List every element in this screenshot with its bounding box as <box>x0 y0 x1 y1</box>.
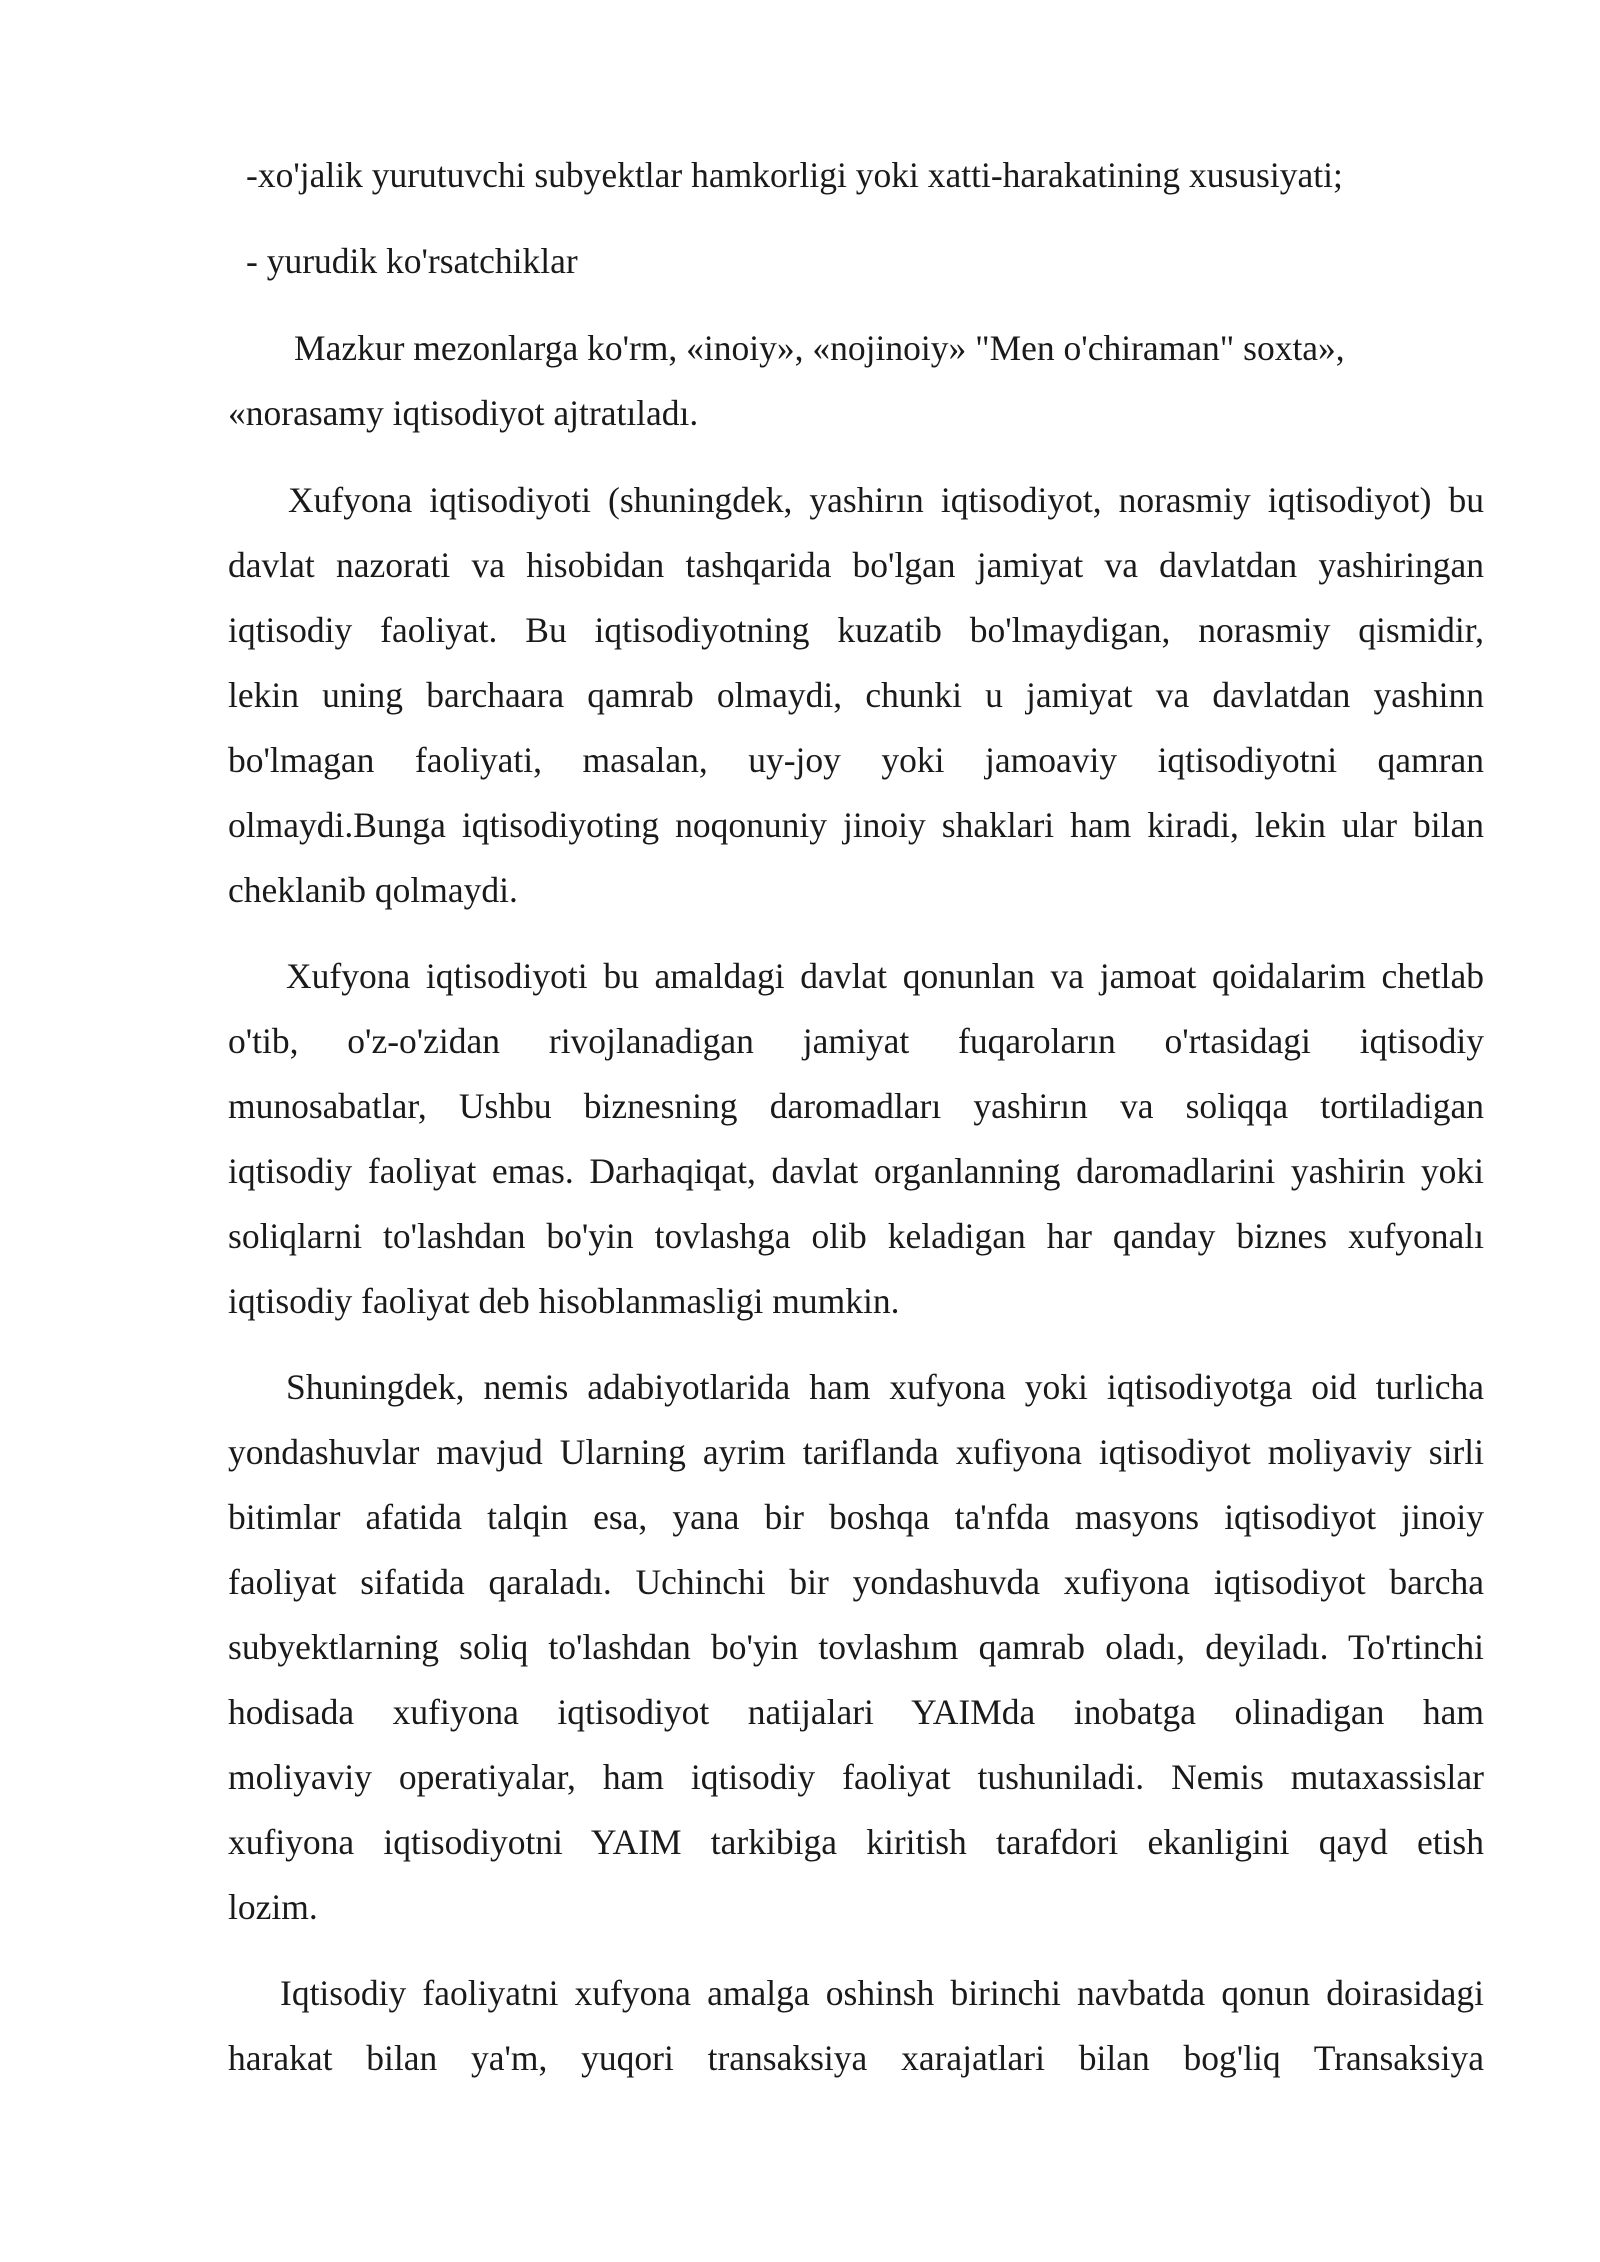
paragraph-4-line-4: faoliyat sifatida qaraladı. Uchinchi bir yondashuvda xufiyona iqtisodiyot barcha <box>228 1562 1484 1602</box>
paragraph-4-line-5: subyektlarning soliq to'lashdan bo'yin tovlashım qamrab oladı, deyiladı. To'rtinchi <box>228 1627 1484 1667</box>
paragraph-2-line-6: olmaydi.Bunga iqtisodiyoting noqonuniy jinoiy shaklari ham kiradi, lekin ular bilan <box>228 805 1484 845</box>
paragraph-4-line-6: hodisada xufiyona iqtisodiyot natijalari YAIMda inobatga olinadigan ham <box>228 1692 1484 1732</box>
paragraph-2-line-1: Xufyona iqtisodiyoti (shuningdek, yashirın iqtisodiyot, norasmiy iqtisodiyot) bu <box>288 480 1484 520</box>
paragraph-5-line-1: Iqtisodiy faoliyatni xufyona amalga oshinsh birinchi navbatda qonun doirasidagi <box>280 1973 1484 2013</box>
paragraph-3-line-5: soliqlarni to'lashdan bo'yin tovlashga olib keladigan har qanday biznes xufyonalı <box>228 1216 1484 1256</box>
list-item-2: - yurudik ko'rsatchiklar <box>246 241 578 281</box>
paragraph-4-line-3: bitimlar afatida talqin esa, yana bir boshqa ta'nfda masyons iqtisodiyot jinoiy <box>228 1497 1484 1537</box>
paragraph-1-line-1: Mazkur mezonlarga ko'rm, «inoiy», «nojinoiy» "Men o'chiraman" soxta», <box>294 328 1345 368</box>
paragraph-2-line-2: davlat nazorati va hisobidan tashqarida bo'lgan jamiyat va davlatdan yashiringan <box>228 545 1484 585</box>
paragraph-2-line-5: bo'lmagan faoliyati, masalan, uy-joy yoki jamoaviy iqtisodiyotni qamran <box>228 740 1484 780</box>
paragraph-1-line-2: «norasamy iqtisodiyot ajtratıladı. <box>228 393 699 433</box>
paragraph-4-line-7: moliyaviy operatiyalar, ham iqtisodiy faoliyat tushuniladi. Nemis mutaxassislar <box>228 1757 1484 1797</box>
paragraph-4-line-2: yondashuvlar mavjud Ularning ayrim tariflanda xufiyona iqtisodiyot moliyaviy sirli <box>228 1432 1484 1472</box>
paragraph-3-line-6: iqtisodiy faoliyat deb hisoblanmasligi mumkin. <box>228 1281 900 1321</box>
paragraph-4-line-9: lozim. <box>228 1887 318 1927</box>
paragraph-3-line-3: munosabatlar, Ushbu biznesning daromadları yashirın va soliqqa tortiladigan <box>228 1086 1484 1126</box>
paragraph-3-line-1: Xufyona iqtisodiyoti bu amaldagi davlat qonunlan va jamoat qoidalarim chetlab <box>286 956 1484 996</box>
list-item-1: -xo'jalik yurutuvchi subyektlar hamkorligi yoki xatti-harakatining xususiyati; <box>246 155 1343 195</box>
paragraph-2-line-7: cheklanib qolmaydi. <box>228 870 518 910</box>
paragraph-2-line-4: lekin uning barchaara qamrab olmaydi, chunki u jamiyat va davlatdan yashinn <box>228 675 1484 715</box>
paragraph-5-line-2: harakat bilan ya'm, yuqori transaksiya xarajatlari bilan bog'liq Transaksiya <box>228 2038 1484 2078</box>
paragraph-2-line-3: iqtisodiy faoliyat. Bu iqtisodiyotning kuzatib bo'lmaydigan, norasmiy qismidir, <box>228 610 1484 650</box>
paragraph-4-line-1: Shuningdek, nemis adabiyotlarida ham xufyona yoki iqtisodiyotga oid turlicha <box>286 1367 1484 1407</box>
paragraph-3-line-4: iqtisodiy faoliyat emas. Darhaqiqat, davlat organlanning daromadlarini yashirin yoki <box>228 1151 1484 1191</box>
paragraph-3-line-2: o'tib, o'z-o'zidan rivojlanadigan jamiyat fuqaroların o'rtasidagi iqtisodiy <box>228 1021 1484 1061</box>
paragraph-4-line-8: xufiyona iqtisodiyotni YAIM tarkibiga kiritish tarafdori ekanligini qayd etish <box>228 1822 1484 1862</box>
